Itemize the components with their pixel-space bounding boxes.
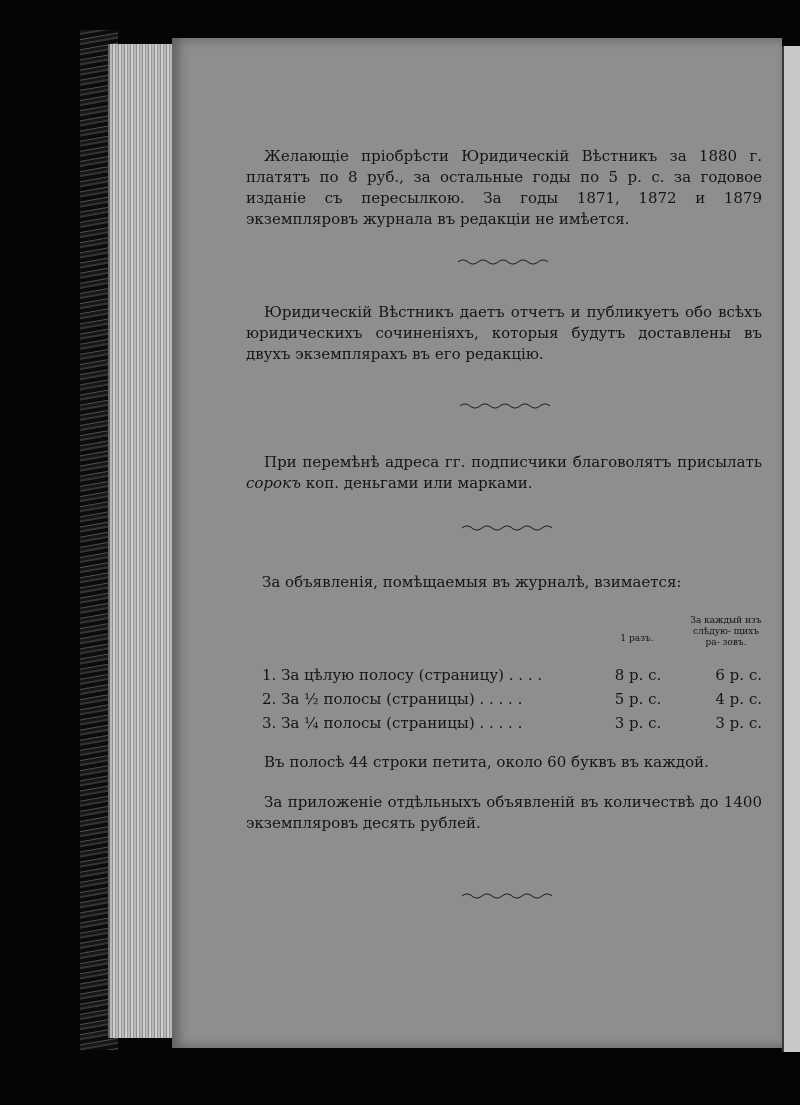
column-header-once: 1 разъ. (620, 634, 654, 644)
row-price-once: 3 р. с. (614, 714, 662, 732)
paragraph-subscription-prices: Желающіе пріобрѣсти Юридическій Вѣстникъ за 1880 г. платятъ по 8 руб., за остальные годы по 5 р. с. за годовое изданіе съ пересылкою. За годы 1871, 1872 и 1879 экземпляровъ журнала въ редакціи не имѣется. (246, 147, 762, 228)
ornamental-divider (458, 258, 548, 266)
row-price-each: 3 р. с. (715, 714, 762, 732)
ornamental-divider (460, 402, 550, 410)
ornamental-divider (462, 892, 552, 900)
paragraph-address-change (246, 452, 762, 494)
row-price-once: 8 р. с. (614, 666, 662, 684)
row-price-each: 4 р. с. (715, 690, 762, 708)
table-row (262, 690, 762, 712)
table-row (262, 666, 762, 688)
paragraph-inserts: За приложеніе отдѣльныхъ объявленій въ количествѣ до 1400 экземпляровъ десять рублей. (246, 793, 762, 832)
column-header-each: За каждый изъ слѣдую- щихъ ра- зовъ. (690, 616, 762, 648)
paragraph-lines-per-page: Въ полосѣ 44 строки петита, около 60 буквъ въ каждой. (264, 753, 709, 771)
row-price-once: 5 р. с. (614, 690, 662, 708)
address-change-text-2: коп. деньгами или марками. (301, 474, 533, 492)
row-label: 2. За ½ полосы (страницы) . . . . . (262, 690, 523, 708)
address-change-text-1: При перемѣнѣ адреса гг. подписчики благоволятъ присылать (264, 453, 762, 471)
row-price-each: 6 р. с. (715, 666, 762, 684)
address-change-italic: сорокъ (246, 474, 302, 492)
next-page-edge (782, 46, 800, 1052)
table-row (262, 714, 762, 736)
row-label: 3. За ¼ полосы (страницы) . . . . . (262, 714, 523, 732)
ornamental-divider (462, 524, 552, 532)
ads-heading: За объявленія, помѣщаемыя въ журналѣ, взимается: (262, 573, 682, 591)
row-label: 1. За цѣлую полосу (страницу) . . . . (262, 666, 543, 684)
paragraph-reviews: Юридическій Вѣстникъ даетъ отчетъ и публикуетъ обо всѣхъ юридическихъ сочиненіяхъ, которыя будутъ доставлены въ двухъ экземплярахъ въ его редакцію. (246, 303, 762, 363)
page-stack-edges (108, 44, 176, 1038)
